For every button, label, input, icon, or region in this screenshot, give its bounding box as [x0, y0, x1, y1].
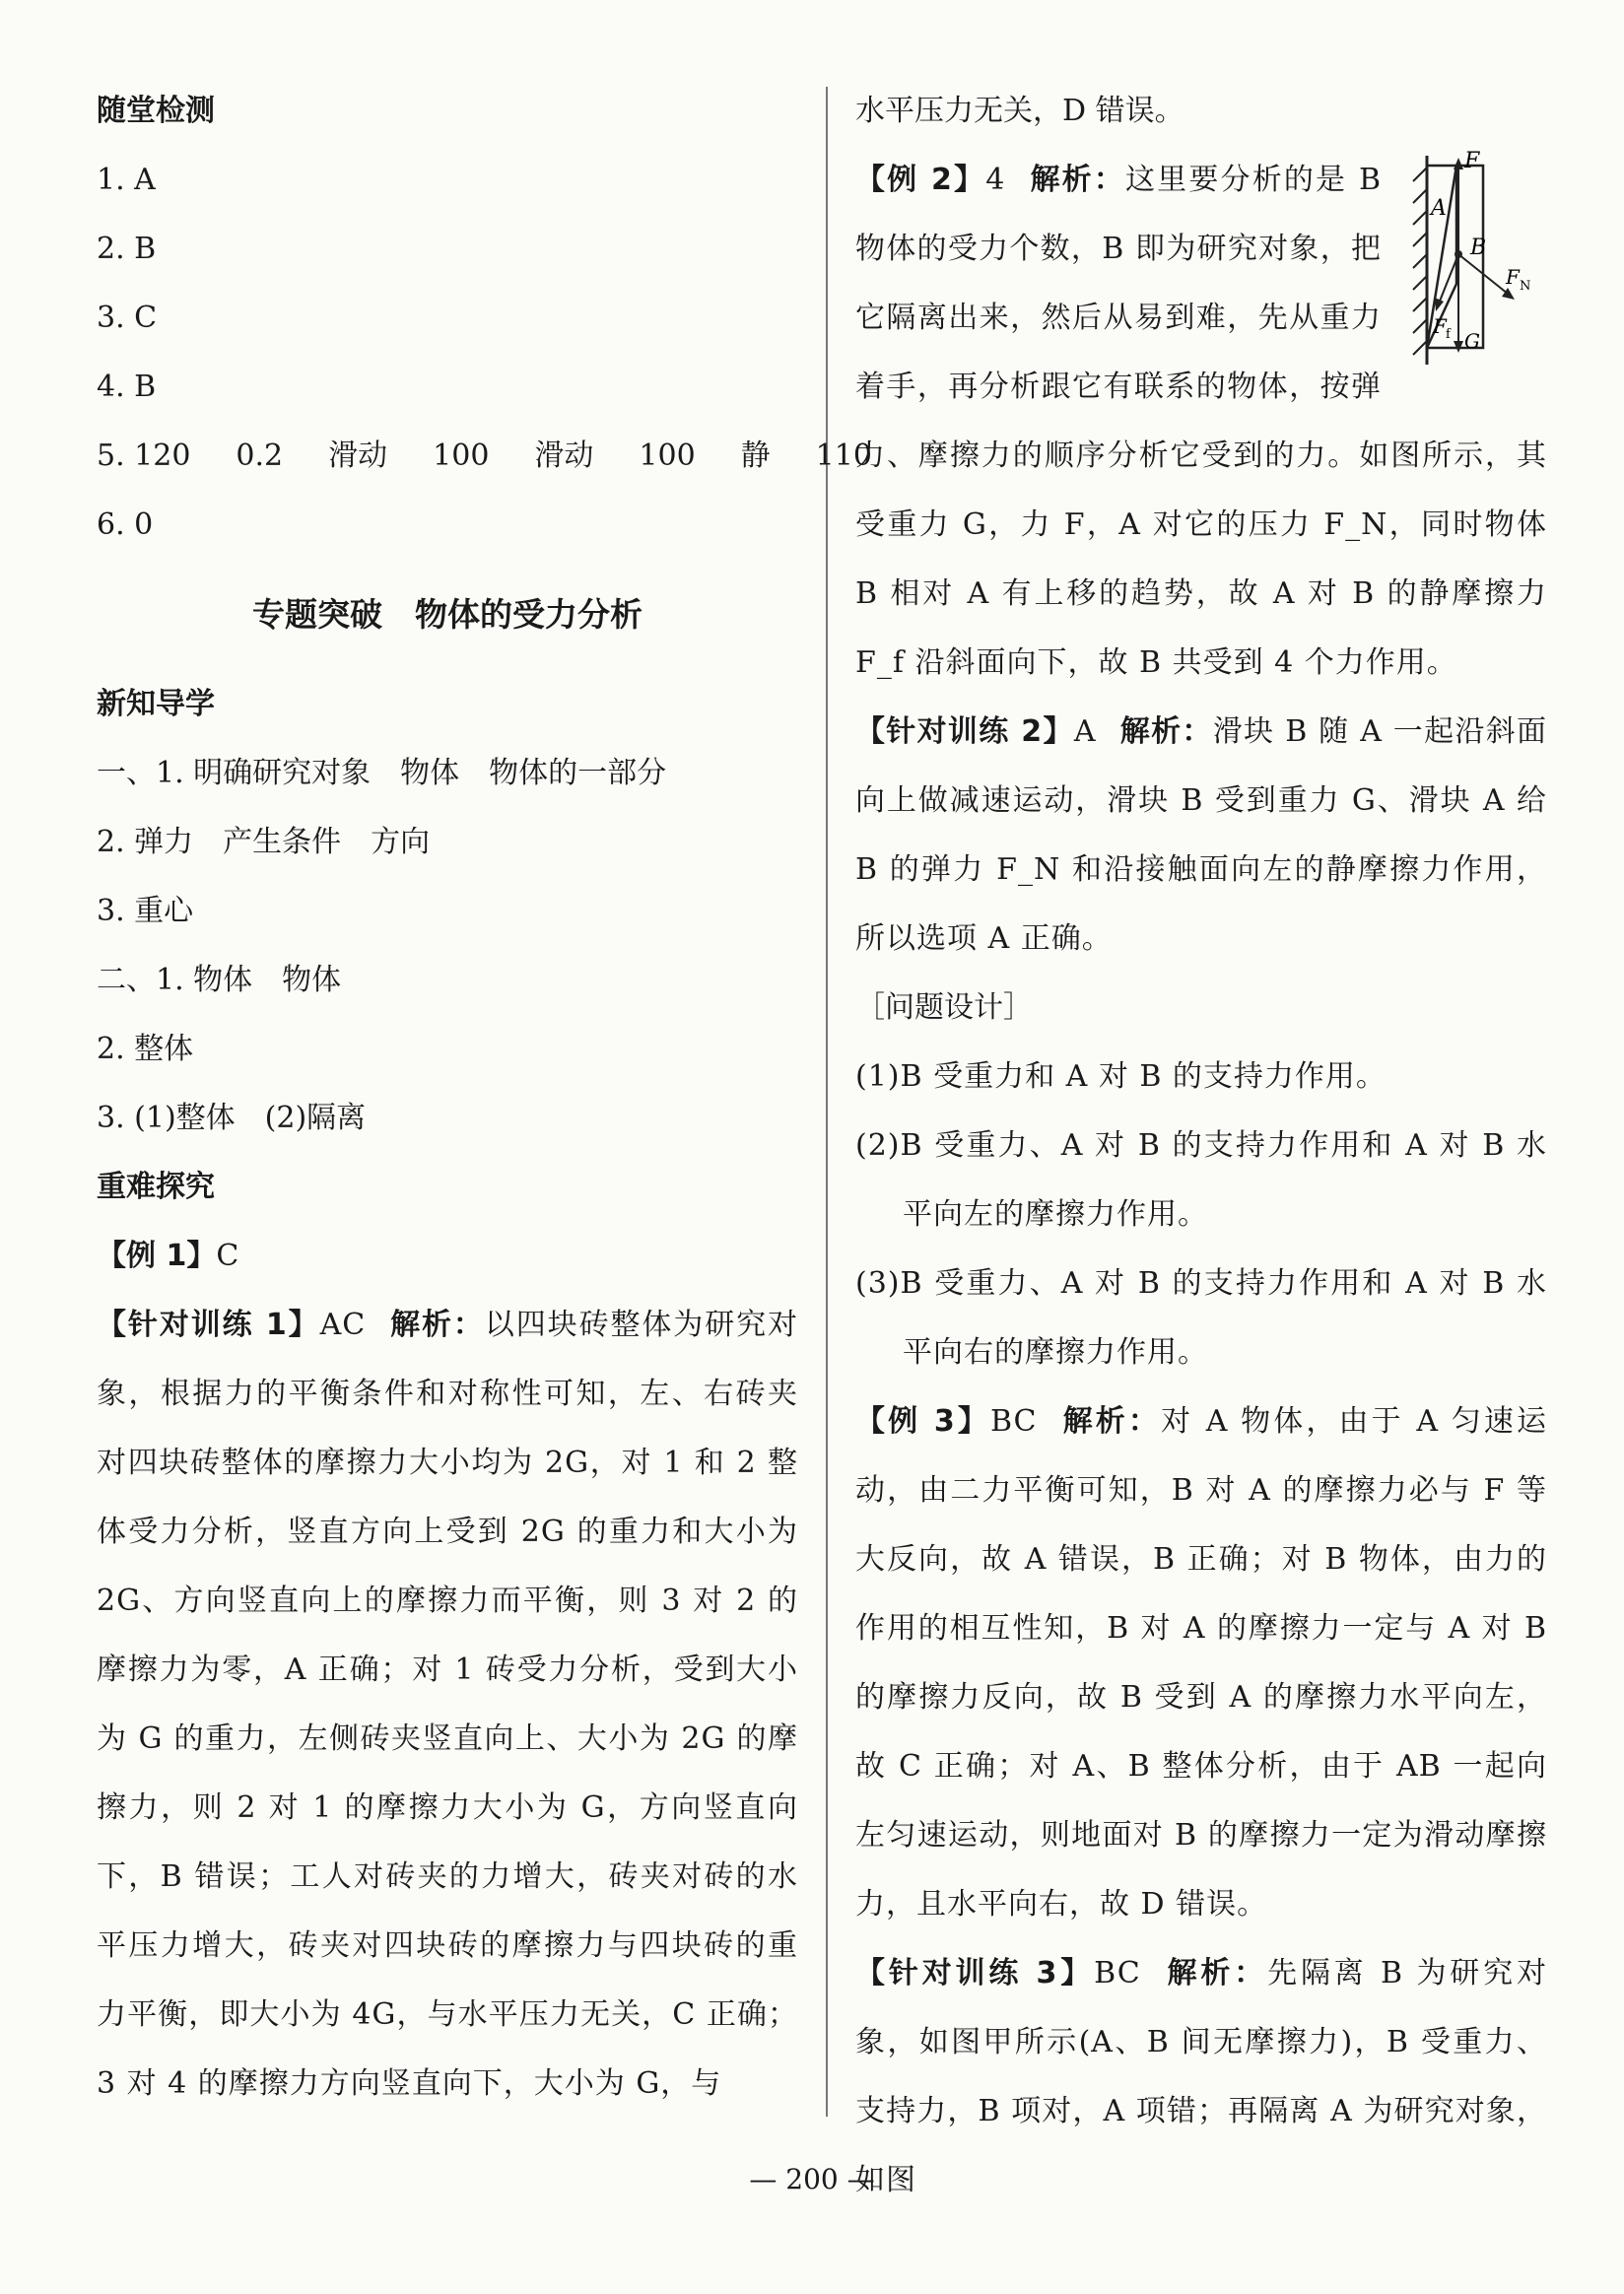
label-ff-sub: f	[1446, 327, 1452, 342]
force-diagram	[1399, 146, 1547, 372]
example-3-paragraph	[855, 1387, 1547, 1939]
train-2-text: 滑块 B 随 A 一起沿斜面向上做减速运动，滑块 B 受到重力 G、滑块 A 给 B 的弹力 F_N 和沿接触面向左的静摩擦力作用，所以选项 A 正确。	[855, 714, 1548, 956]
example-1	[97, 1222, 798, 1291]
example-1-tag: 【例 1】	[97, 1239, 217, 1273]
quiz-heading: 随堂检测	[97, 94, 215, 128]
example-2-tag: 【例 2】	[855, 163, 986, 197]
label-fn: F	[1506, 265, 1521, 289]
page-number: — 200 —	[749, 2163, 875, 2195]
wall-hatching	[1413, 168, 1427, 355]
knowledge-line: 二、1. 物体 物体	[97, 963, 342, 997]
example-1-answer: C	[216, 1239, 239, 1273]
section-title: 专题突破 物体的受力分析	[252, 595, 643, 634]
label-g: G	[1464, 329, 1481, 353]
answer-2: 2. B	[97, 232, 157, 266]
knowledge-line: 3. 重心	[97, 894, 194, 928]
left-column	[97, 77, 872, 2119]
train-1-text: 以四块砖整体为研究对象，根据力的平衡条件和对称性可知，左、右砖夹对四块砖整体的摩擦力大小均为 2G，对 1 和 2 整体受力分析，竖直方向上受到 2G 的重力和大小为 2G、方向竖直向上的摩擦力而平衡，则 3 对 2 的摩擦力为零，A 正确；对 1 砖受力分析，受到大小为 G 的重力，左侧砖夹竖直向上、大小为 2G 的摩擦力，则 2 对 1 的摩擦力大小为 G，方向竖直向下，B 错误；工人对砖夹的力增大，砖夹对砖的水平压力增大，砖夹对四块砖的摩擦力与四块砖的重力平衡，即大小为 4G，与水平压力无关，C 正确；3 对 4 的摩擦力方向竖直向下，大小为 G，与	[97, 1308, 799, 2101]
force-ff-head	[1435, 298, 1444, 311]
train-2-paragraph	[855, 698, 1547, 974]
train-2-tag: 【针对训练 2】	[855, 714, 1074, 749]
example-2-text: 这里要分析的是 B 物体的受力个数，B 即为研究对象，把它隔离出来，然后从易到难，先从重力着手，再分析跟它有联系的物体，按弹力、摩擦力的顺序分析它受到的力。如图所示，其受重力 G，力 F，A 对它的压力 F_N，同时物体 B 相对 A 有上移的趋势，故 A 对 B 的静摩擦力 F_f 沿斜面向下，故 B 共受到 4 个力作用。	[855, 163, 1547, 680]
train-1-answer: AC	[319, 1308, 367, 1342]
label-ff: F	[1433, 314, 1448, 338]
answer-4: 4. B	[97, 370, 157, 404]
answer-5: 5. 120 0.2 滑动 100 滑动 100 静 110	[97, 439, 872, 473]
answer-6: 6. 0	[97, 507, 154, 542]
knowledge-line: 一、1. 明确研究对象 物体 物体的一部分	[97, 756, 667, 790]
analysis-label: 解析：	[389, 1308, 485, 1342]
analysis-label: 解析：	[1060, 1404, 1162, 1439]
right-column	[855, 77, 1547, 2215]
example-2-answer: 4	[985, 163, 1006, 197]
force-f-head	[1454, 158, 1463, 169]
label-fn-sub: N	[1520, 279, 1532, 294]
answer-1: 1. A	[97, 163, 156, 197]
label-f: F	[1464, 149, 1481, 173]
example-3-text: 对 A 物体，由于 A 匀速运动，由二力平衡可知，B 对 A 的摩擦力必与 F 等大反向，故 A 错误，B 正确；对 B 物体，由力的作用的相互性知，B 对 A 的摩擦力一定与 A 对 B 的摩擦力反向，故 B 受到 A 的摩擦力水平向左，故 C 正确；对 A、B 整体分析，由于 AB 一起向左匀速运动，则地面对 B 的摩擦力一定为滑动摩擦力，且水平向右，故 D 错误。	[855, 1404, 1547, 1922]
key-points-heading: 重难探究	[97, 1170, 215, 1204]
train-3-answer: BC	[1094, 1956, 1141, 1990]
train-3-text: 先隔离 B 为研究对象，如图甲所示(A、B 间无摩擦力)，B 受重力、支持力，B 项对，A 项错；再隔离 A 为研究对象，如图	[855, 1956, 1548, 2197]
analysis-label: 解析：	[1164, 1956, 1268, 1990]
example-3-tag: 【例 3】	[855, 1404, 990, 1439]
analysis-label: 解析：	[1029, 163, 1125, 197]
analysis-label: 解析：	[1119, 714, 1213, 749]
train-1-paragraph	[97, 1291, 798, 2119]
train-1-tag: 【针对训练 1】	[97, 1308, 320, 1342]
knowledge-line: 3. (1)整体 (2)隔离	[97, 1101, 367, 1135]
design-item-2: (2)B 受重力、A 对 B 的支持力作用和 A 对 B 水平向左的摩擦力作用。	[855, 1128, 1547, 1232]
design-heading: ［问题设计］	[855, 990, 1033, 1025]
example-2-paragraph	[855, 146, 1547, 698]
continuation-line: 水平压力无关，D 错误。	[855, 94, 1184, 128]
example-3-answer: BC	[989, 1404, 1038, 1439]
new-knowledge-heading: 新知导学	[97, 687, 215, 721]
center-point	[1455, 250, 1462, 258]
train-3-tag: 【针对训练 3】	[855, 1956, 1095, 1990]
knowledge-line: 2. 整体	[97, 1032, 194, 1066]
column-divider	[826, 87, 828, 2117]
label-a: A	[1431, 196, 1448, 221]
train-2-answer: A	[1073, 714, 1097, 749]
label-b: B	[1470, 236, 1488, 260]
design-item-3: (3)B 受重力、A 对 B 的支持力作用和 A 对 B 水平向右的摩擦力作用。	[855, 1266, 1547, 1370]
knowledge-line: 2. 弹力 产生条件 方向	[97, 825, 431, 859]
design-item-1: (1)B 受重力和 A 对 B 的支持力作用。	[855, 1059, 1387, 1094]
answer-3: 3. C	[97, 301, 158, 335]
